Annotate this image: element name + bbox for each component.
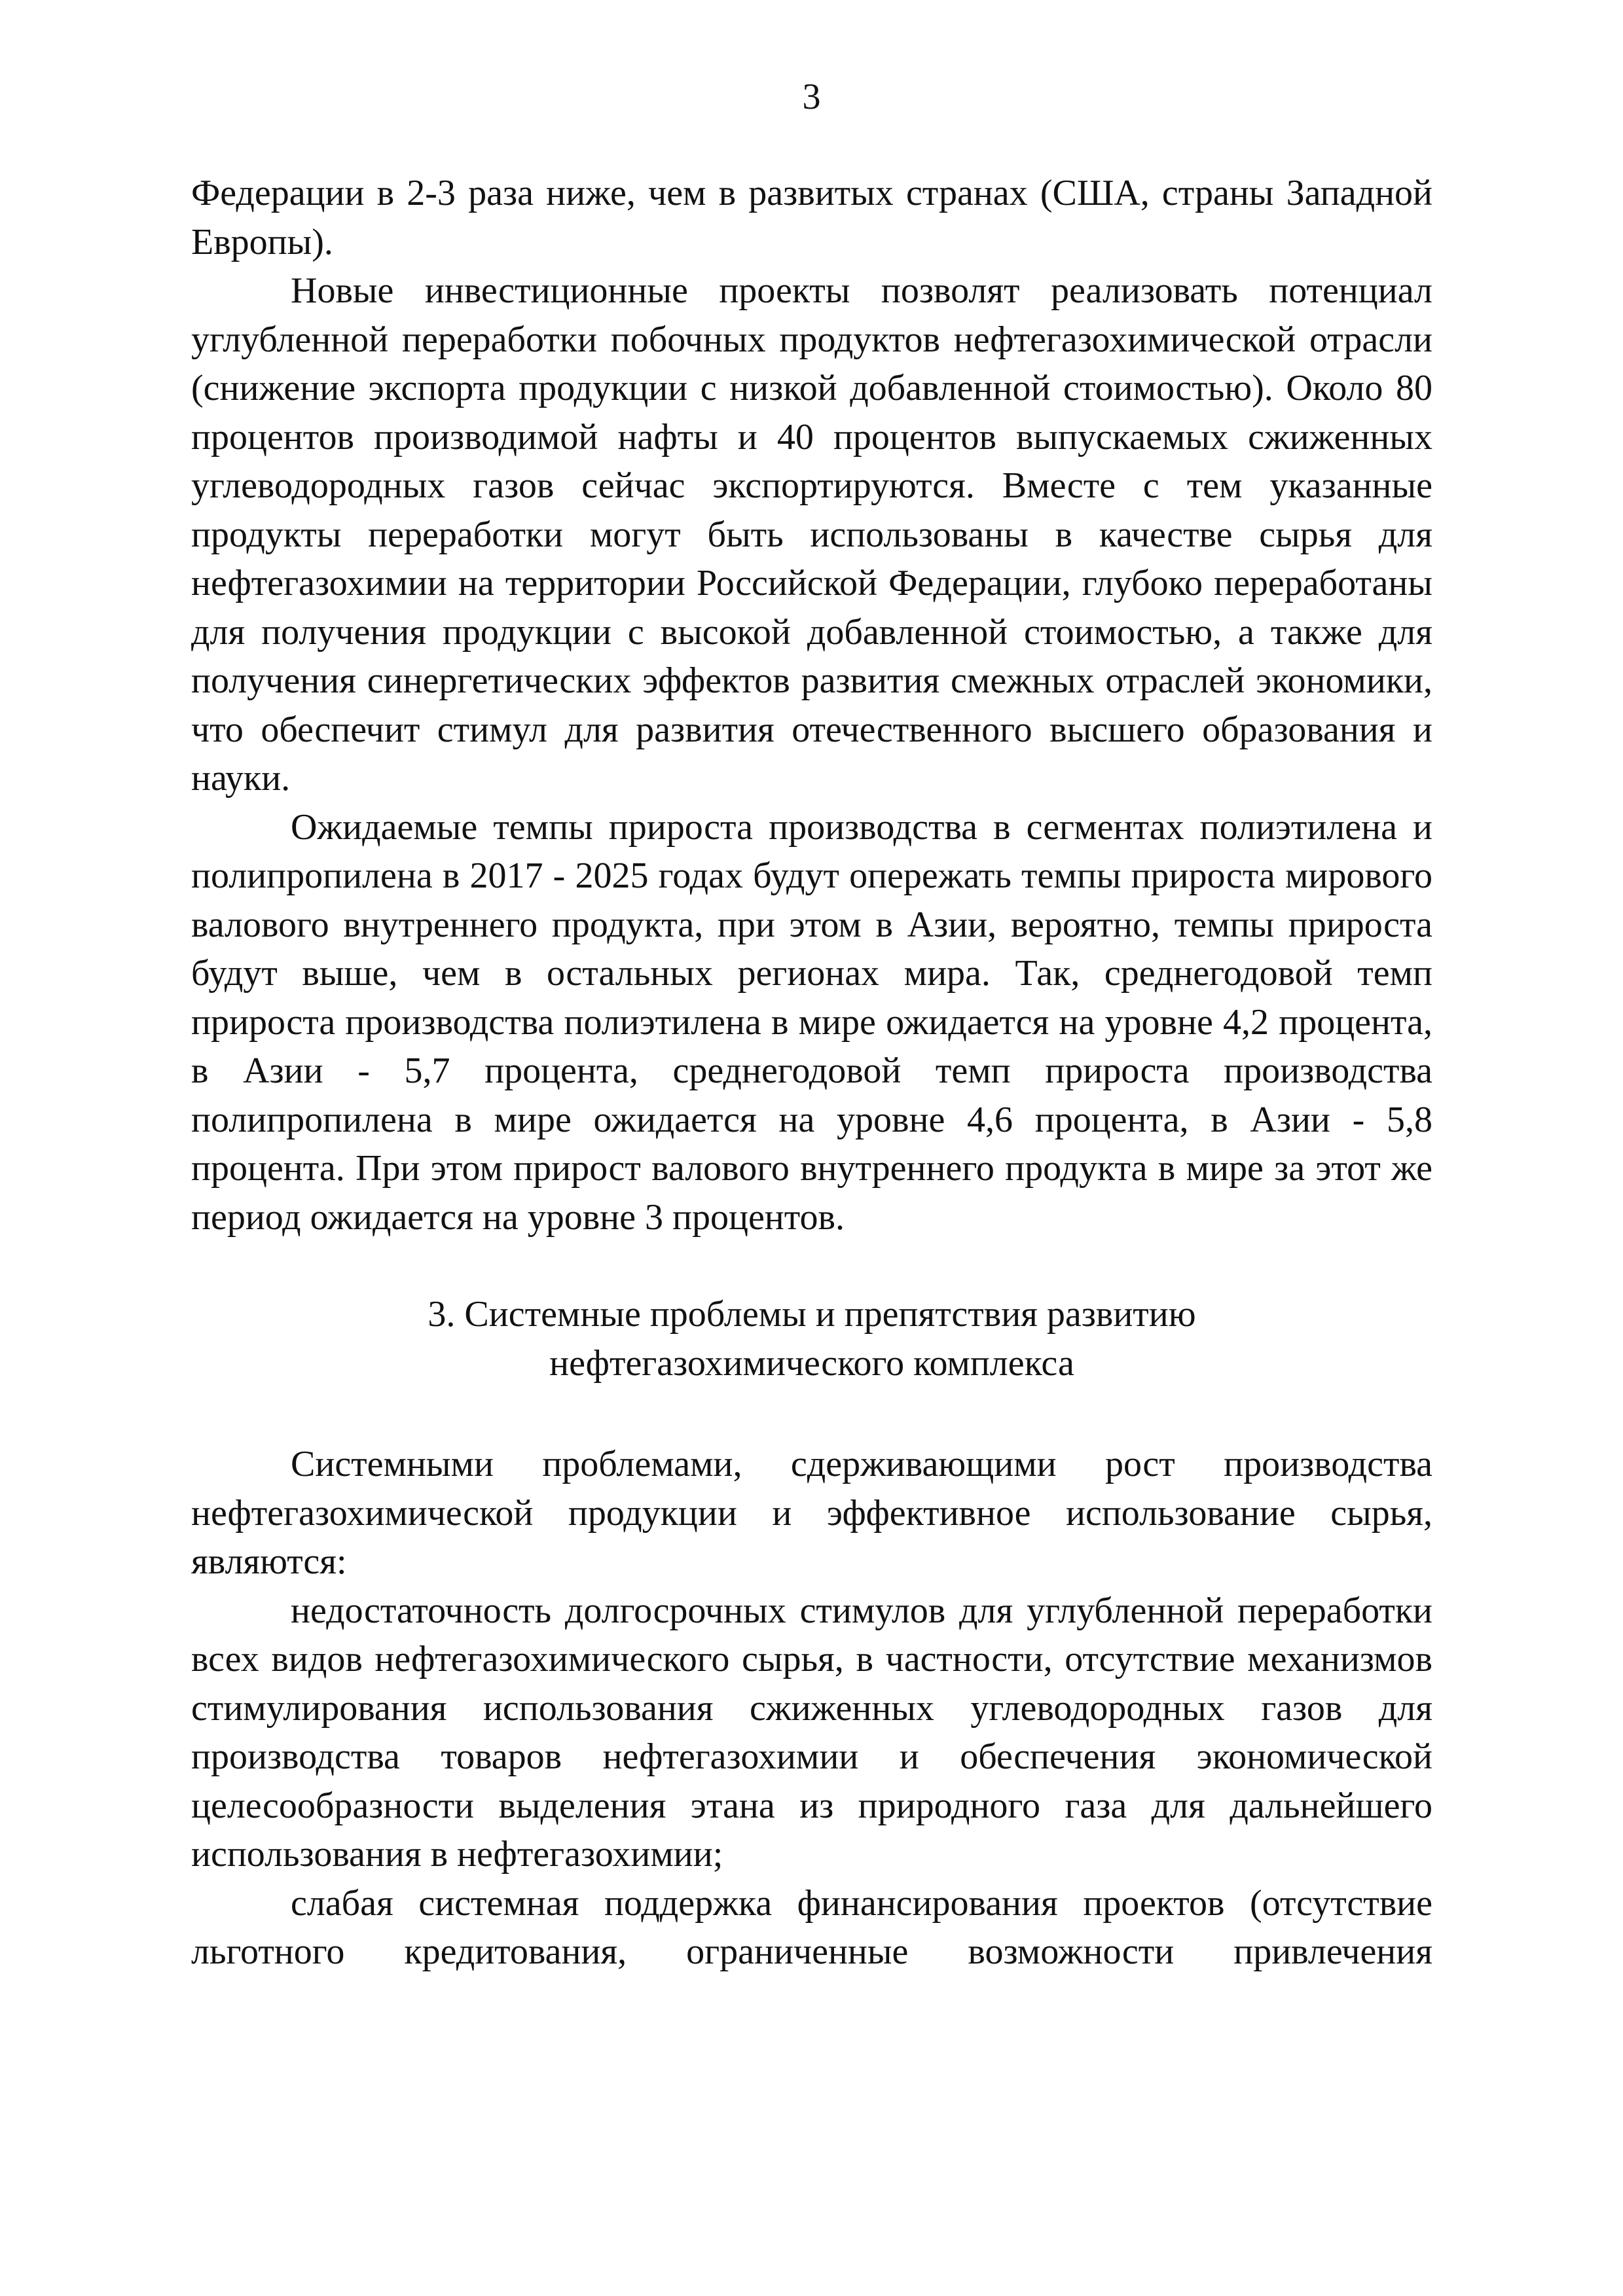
section-heading-line-1: 3. Системные проблемы и препятствия развитию xyxy=(428,1294,1196,1335)
paragraph-systemic-problems: Системными проблемами, сдерживающими рост производства нефтегазохимической продукции и эффективное использование сырья, являются: xyxy=(191,1444,1432,1582)
list-item-long-term-incentives: недостаточность долгосрочных стимулов для углубленной переработки всех видов нефтегазохимического сырья, в частности, отсутствие механизмов стимулирования использования сжиженных углеводородных газов для производства товаров нефтегазохимии и обеспечения экономической целесообразности выделения этана из природного газа для дальнейшего использования в нефтегазохимии; xyxy=(191,1590,1432,1874)
section-heading xyxy=(191,1290,1432,1388)
section-heading-line-2: нефтегазохимического комплекса xyxy=(549,1342,1074,1384)
list-item-financing-support: слабая системная поддержка финансирования проектов (отсутствие льготного кредитования, ограниченные возможности привлечения xyxy=(191,1882,1432,1972)
page-number: 3 xyxy=(802,77,821,117)
paragraph-growth-rates: Ожидаемые темпы прироста производства в сегментах полиэтилена и полипропилена в 2017 - 2025 годах будут опережать темпы прироста мирового валового внутреннего продукта, при этом в Азии, вероятно, темпы прироста будут выше, чем в остальных регионах мира. Так, среднегодовой темп прироста производства полиэтилена в мире ожидается на уровне 4,2 процента, в Азии - 5,7 процента, среднегодовой темп прироста производства полипропилена в мире ожидается на уровне 4,6 процента, в Азии - 5,8 процента. При этом прирост валового внутреннего продукта в мире за этот же период ожидается на уровне 3 процентов. xyxy=(191,806,1432,1238)
paragraph-investment-projects: Новые инвестиционные проекты позволят реализовать потенциал углубленной переработки побочных продуктов нефтегазохимической отрасли (снижение экспорта продукции с низкой добавленной стоимостью). Около 80 процентов производимой нафты и 40 процентов выпускаемых сжиженных углеводородных газов сейчас экспортируются. Вместе с тем указанные продукты переработки могут быть использованы в качестве сырья для нефтегазохимии на территории Российской Федерации, глубоко переработаны для получения продукции с высокой добавленной стоимостью, а также для получения синергетических эффектов развития смежных отраслей экономики, что обеспечит стимул для развития отечественного высшего образования и науки. xyxy=(191,270,1432,798)
paragraph-continuation: Федерации в 2-3 раза ниже, чем в развитых странах (США, страны Западной Европы). xyxy=(191,173,1432,262)
document-body xyxy=(191,169,1432,1977)
